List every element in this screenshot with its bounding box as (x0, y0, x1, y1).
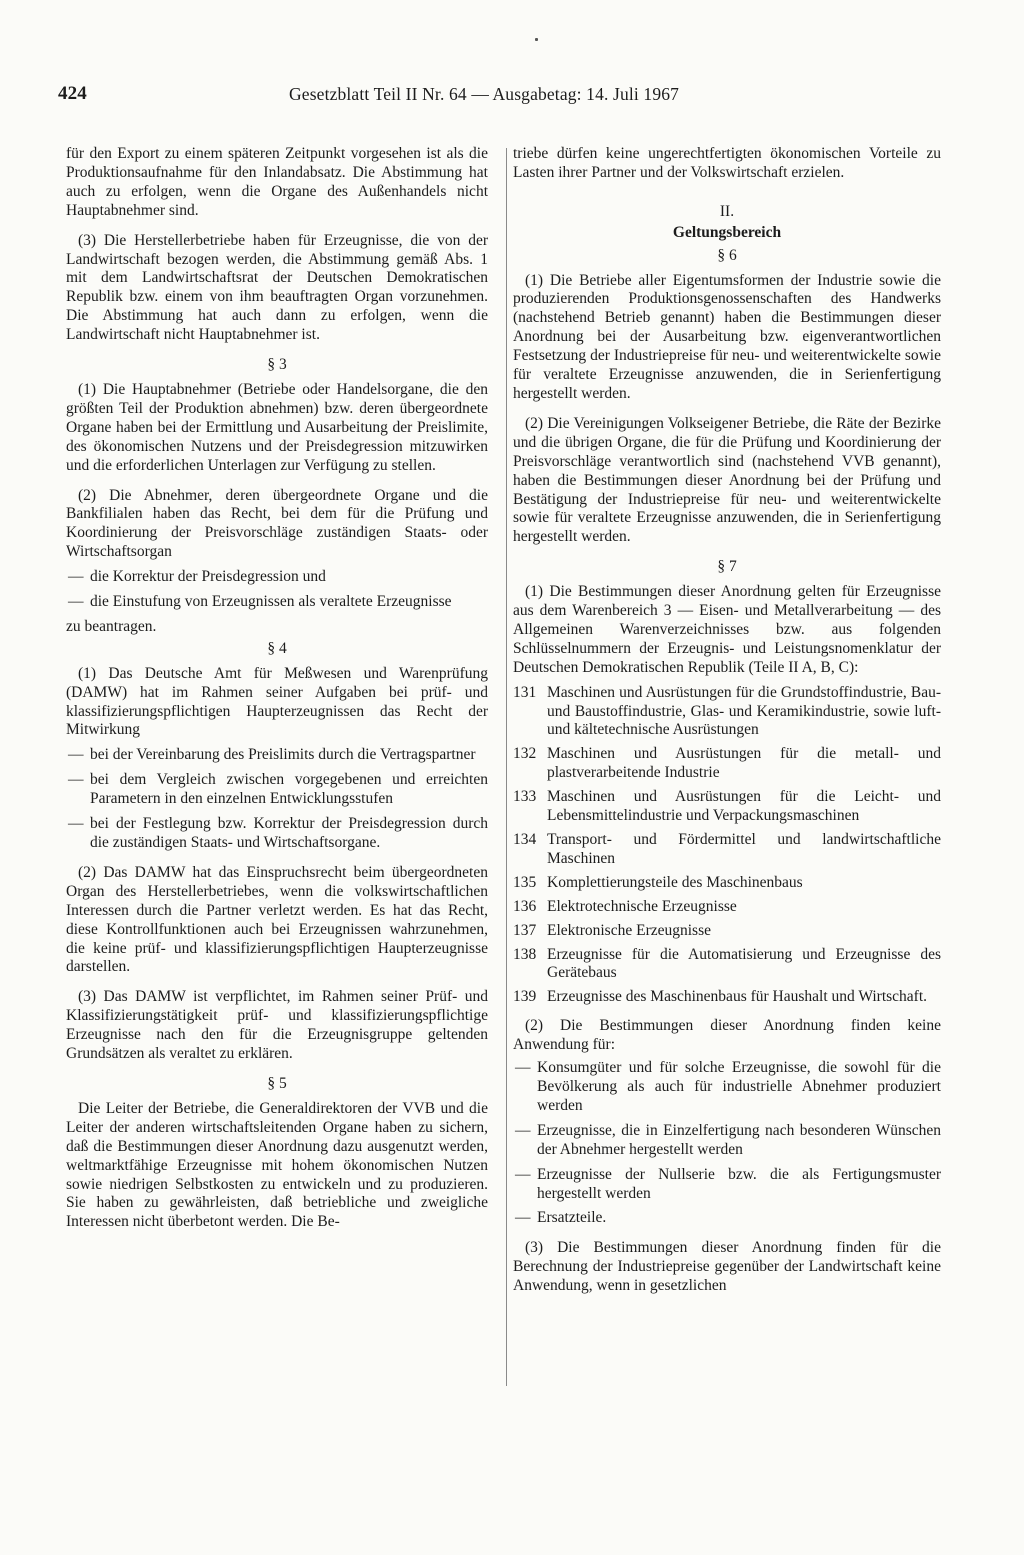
paragraph: (2) Das DAMW hat das Einspruchsrecht beim übergeordneten Organ des Herstellerbetriebes, wenn die volkswirtschaftlichen Interessen durch die Partner verletzt werden. Es hat das Recht, diese Kontrollfunktionen auch bei Erzeugnissen wahrzunehmen, die keine prüf- und klassifizierungspflichtigen Haupterzeugnisse darstellen. (66, 863, 488, 976)
dash-list (513, 1059, 941, 1228)
section-heading: § 7 (717, 558, 737, 576)
list-item (513, 874, 941, 893)
dash-marker: — (68, 746, 84, 764)
list-item (513, 1166, 941, 1204)
numbered-list (513, 684, 941, 1008)
paragraph: (3) Das DAMW ist verpflichtet, im Rahmen seiner Prüf- und Klassifizierungstätigkeit prüf- und klassifizierungspflichtige Erzeugnisse nach den für die Erzeugnisgruppe geltenden Grundsätzen als veraltet zu erklären. (66, 988, 488, 1063)
paragraph-continued: für den Export zu einem späteren Zeitpunkt vorgesehen ist als die Produktionsaufnahme für den Inlandabsatz. Die Abstimmung hat auch zu erfolgen, wenn die Organe des Außenhandels nicht Hauptabnehmer sind. (66, 145, 488, 219)
list-item (513, 1059, 941, 1116)
list-item-text: Elektronische Erzeugnisse (547, 921, 711, 939)
list-item-text: Elektrotechnische Erzeugnisse (547, 897, 737, 915)
dash-list (66, 746, 488, 853)
section-heading: § 5 (267, 1074, 287, 1092)
list-item (513, 831, 941, 869)
key-number: 135 (513, 873, 537, 891)
list-item-text: die Einstufung von Erzeugnissen als veraltete Erzeugnisse (90, 593, 452, 611)
paragraph-continued: triebe dürfen keine ungerechtfertigten ökonomischen Vorteile zu Lasten ihrer Partner und der Volkswirtschaft erzielen. (513, 145, 941, 181)
list-item-text: Transport- und Fördermittel und landwirtschaftliche Maschinen (547, 831, 941, 867)
section-heading: § 4 (267, 639, 287, 657)
list-item (66, 815, 488, 853)
list-item (66, 746, 488, 765)
section-title: Geltungsbereich (672, 223, 782, 241)
dash-marker: — (515, 1209, 531, 1227)
list-item (513, 946, 941, 984)
scan-speck (535, 38, 538, 41)
paragraph: (1) Die Bestimmungen dieser Anordnung gelten für Erzeugnisse aus dem Warenbereich 3 — Eisen- und Metallverarbeitung — des Allgemeinen Warenverzeichnisses bzw. aus folgenden Schlüsselnummern der Erzeugnis- und Leistungsnomenklatur der Deutschen Demokratischen Republik (Teile II A, B, C): (513, 583, 941, 676)
list-item (513, 988, 941, 1007)
running-title: Gesetzblatt Teil II Nr. 64 — Ausgabetag: 14. Juli 1967 (289, 84, 680, 104)
left-column (66, 145, 488, 1243)
dash-marker: — (68, 815, 84, 833)
page-header (58, 83, 738, 109)
key-number: 137 (513, 921, 537, 939)
paragraph: Die Leiter der Betriebe, die Generaldirektoren der VVB und die Leiter der anderen wirtschaftsleitenden Organe haben zu sichern, daß die Bestimmungen dieser Anordnung dazu ausgenutzt werden, weltmarktfähige Erzeugnisse mit hohem ökonomischen Nutzen sowie niedrigen Selbstkosten zu entwickeln und zu produzieren. Sie haben zu gewährleisten, daß betriebliche und zweigliche Interessen nicht überbetont werden. Die Be- (66, 1099, 488, 1231)
list-item-text: die Korrektur der Preisdegression und (90, 568, 326, 586)
section-heading: § 6 (717, 246, 737, 264)
paragraph: (2) Die Abnehmer, deren übergeordnete Organe und die Bankfilialen haben das Recht, bei dem für die Prüfung und Koordinierung der Preisvorschläge zuständigen Staats- oder Wirtschaftsorgan (66, 486, 488, 561)
paragraph: zu beantragen. (66, 617, 157, 635)
list-item (66, 771, 488, 809)
paragraph: (2) Die Bestimmungen dieser Anordnung finden keine Anwendung für: (513, 1017, 941, 1054)
key-number: 139 (513, 988, 537, 1006)
list-item (513, 745, 941, 783)
key-number: 131 (513, 683, 537, 701)
list-item (513, 1209, 941, 1228)
paragraph: (3) Die Herstellerbetriebe haben für Erzeugnisse, die von der Landwirtschaft bezogen werden, die Abstimmung gemäß Abs. 1 mit dem Landwirtschaftsrat der Deutschen Demokratischen Republik bzw. einem von ihm beauftragten Organ vorzunehmen. Die Abstimmung hat auch dann zu erfolgen, wenn die Landwirtschaft nicht Hauptabnehmer ist. (66, 231, 488, 344)
list-item-text: Konsumgüter und für solche Erzeugnisse, die sowohl für die Bevölkerung als auch für industrielle Abnehmer produziert werden (537, 1059, 941, 1114)
key-number: 133 (513, 788, 537, 806)
paragraph: (3) Die Bestimmungen dieser Anordnung finden für die Berechnung der Industriepreise gegenüber der Landwirtschaft keine Anwendung, wenn in gesetzlichen (513, 1239, 941, 1295)
list-item-text: Maschinen und Ausrüstungen für die Grundstoffindustrie, Bau- und Baustoffindustrie, Glas- und Keramikindustrie, sowie luft- und kältetechnische Ausrüstungen (547, 683, 941, 739)
list-item (513, 922, 941, 941)
dash-marker: — (68, 771, 84, 789)
paragraph: (1) Die Betriebe aller Eigentumsformen der Industrie sowie die produzierenden Produktionsgenossenschaften des Handwerks (nachstehend Betrieb genannt) haben die Bestimmungen dieser Anordnung bei der Ausarbeitung bzw. eigenverantwortlichen Festsetzung der Industriepreise für neu- und weiterentwickelte sowie für veraltete Erzeugnisse anzuwenden, die in Serienfertigung hergestellt werden. (513, 271, 941, 402)
page-number: 424 (58, 83, 87, 104)
list-item (513, 1122, 941, 1160)
dash-marker: — (515, 1059, 531, 1077)
key-number: 132 (513, 745, 537, 763)
list-item-text: Komplettierungsteile des Maschinenbaus (547, 873, 803, 891)
list-item-text: Erzeugnisse, die in Einzelfertigung nach besonderen Wünschen der Abnehmer hergestellt werden (537, 1121, 941, 1158)
list-item-text: Erzeugnisse des Maschinenbaus für Haushalt und Wirtschaft. (547, 988, 928, 1006)
list-item-text: bei der Festlegung bzw. Korrektur der Preisdegression durch die zuständigen Staats- und Wirtschaftsorgane. (90, 815, 488, 851)
column-rule (506, 148, 507, 1386)
key-number: 136 (513, 897, 537, 915)
paragraph: (1) Die Hauptabnehmer (Betriebe oder Handelsorgane, die den größten Teil der Produktion abnehmen) bzw. deren übergeordnete Organe haben bei der Ermittlung und Ausarbeitung der Preislimite, des ökonomischen Nutzens und der Preisdegression mitzuwirken und die erforderlichen Unterlagen zur Verfügung zu stellen. (66, 380, 488, 474)
dash-marker: — (515, 1165, 531, 1183)
section-heading: § 3 (267, 356, 287, 374)
dash-list (66, 568, 488, 612)
dash-marker: — (68, 568, 84, 586)
list-item (66, 568, 488, 587)
right-column (513, 145, 941, 1307)
list-item-text: Maschinen und Ausrüstungen für die metall- und plastverarbeitende Industrie (547, 745, 941, 782)
list-item-text: bei der Vereinbarung des Preislimits durch die Vertragspartner (90, 746, 476, 764)
key-number: 138 (513, 945, 537, 963)
list-item (66, 593, 488, 612)
paragraph: (2) Die Vereinigungen Volkseigener Betriebe, die Räte der Bezirke und die übrigen Organe, die für die Prüfung und Koordinierung der Preisvorschläge verantwortlich sind (nachstehend VVB genannt), haben die Bestimmungen dieser Anordnung bei der Prüfung und Bestätigung der Industriepreise für neu- und weiterentwickelte sowie für veraltete Erzeugnisse anzuwenden, die in Serienfertigung hergestellt werden. (513, 414, 941, 546)
list-item-text: Maschinen und Ausrüstungen für die Leicht- und Lebensmittelindustrie und Verpackungsmaschinen (547, 788, 941, 825)
list-item (513, 684, 941, 741)
list-item-text: Ersatzteile. (537, 1209, 607, 1227)
section-roman-numeral: II. (719, 202, 735, 220)
list-item (513, 788, 941, 826)
paragraph: (1) Das Deutsche Amt für Meßwesen und Warenprüfung (DAMW) hat im Rahmen seiner Aufgaben bei prüf- und klassifizierungspflichtigen Haupterzeugnissen das Recht der Mitwirkung (66, 664, 488, 739)
list-item (513, 898, 941, 917)
key-number: 134 (513, 831, 537, 848)
list-item-text: bei dem Vergleich zwischen vorgegebenen und erreichten Parametern in den einzelnen Entwicklungsstufen (90, 771, 488, 808)
dash-marker: — (515, 1121, 531, 1139)
list-item-text: Erzeugnisse für die Automatisierung und Erzeugnisse des Gerätebaus (547, 945, 941, 982)
list-item-text: Erzeugnisse der Nullserie bzw. die als Fertigungsmuster hergestellt werden (537, 1165, 941, 1202)
dash-marker: — (68, 593, 84, 611)
